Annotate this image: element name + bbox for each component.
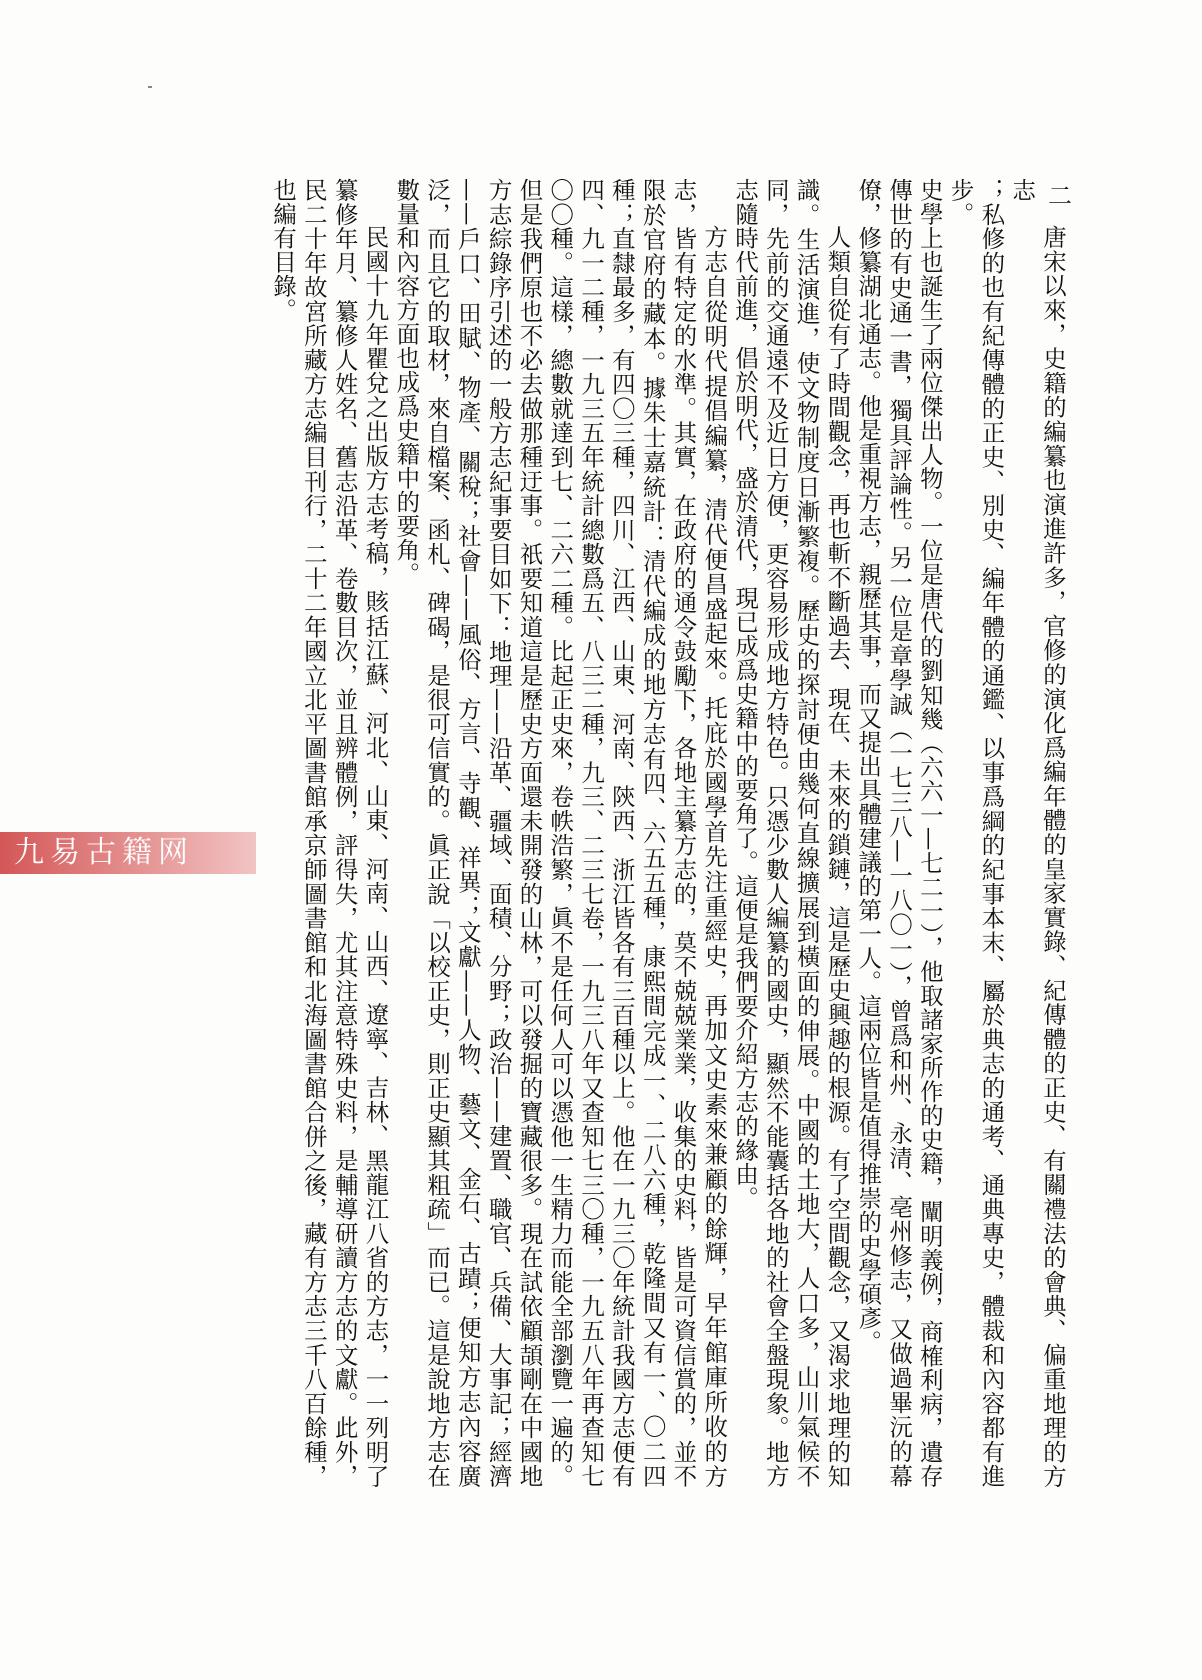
- scan-speck: [148, 86, 152, 88]
- paragraph-1-continued: ；私修的也有紀傳體的正史、別史、編年體的通鑑、以事爲綱的紀事本末、屬於典志的通考、通典專史，體裁和內容都有進步。: [946, 178, 1006, 1488]
- page-number: 二: [1048, 182, 1074, 210]
- paragraph-3-qing-statistics: 方志自從明代提倡編纂，清代便昌盛起來。托庇於國學首先注重經史，再加文史素來兼顧的餘輝，早年館庫所收的方志，皆有特定的水準。其實，在政府的通令鼓勵下，各地主纂方志的，莫不兢兢業業，收集的史料，皆是可資信賞的，並不限於官府的藏本。據朱士嘉統計：清代編成的地方志有四、六五五種，康熙間完成一、二八六種，乾隆間又有一、〇二四種；直隸最多，有四〇三種，四川、江西、山東、河南、陝西、浙江皆各有三百種以上。他在一九三〇年統計我國方志便有四、九一二種，一九三五年統計總數爲五、八三二種，九三、二三七卷，一九三八年又查知七三〇種，一九五八年再查知七〇〇種。這樣，總數就達到七、二六二種。比起正史來，卷帙浩繁，眞不是任何人可以憑他一生精力而能全部瀏覽一遍的。但是我們原也不必去做那種迂事。祇要知道這是歷史方面還未開發的山林，可以發掘的寶藏很多。現在試依顧頡剛在中國地方志綜錄序引述的一般方志紀事要目如下：地理——沿革、疆域、面積、分野；政治——建置、職官、兵備、大事記；經濟——戶口、田賦、物產、關稅；社會——風俗、方言、寺觀、祥異；文獻——人物、藝文、金石、古蹟；便知方志內容廣泛，而且它的取材，來自檔案、函札、碑碣，是很可信實的。眞正說「以校正史，則正史顯其粗疏」而已。這是說地方志在數量和內容方面也成爲史籍中的要角。: [392, 178, 729, 1488]
- paragraph-1-historians: 史學上也誕生了兩位傑出人物。一位是唐代的劉知幾（六六一—七二一），他取諸家所作的史籍，闡明義例，商榷利病，遺存傳世的有史通一書，獨具評論性。另一位是章學誠（一七三八—一八〇一），曾爲和州、永清、亳州修志，又做過畢沅的幕僚，修纂湖北通志。他是重視方志，親歷其事，而又提出具體建議的第一人。這兩位皆是值得推崇的史學碩彥。: [854, 178, 944, 1488]
- body-text: [138, 178, 1068, 1488]
- paragraph-2-concepts: 人類自從有了時間觀念，再也斬不斷過去、現在、未來的鎖鏈，這是歷史興趣的根源。有了空間觀念，又渴求地理的知識。生活演進，使文物制度日漸繁複。歷史的探討便由幾何直線擴展到橫面的伸展。中國的土地大，人口多，山川氣候不同，先前的交通遠不及近日方便，更容易形成地方特色。只憑少數人編纂的國史，顯然不能囊括各地的社會全盤現象。地方志隨時代前進，倡於明代，盛於清代，現已成爲史籍中的要角了。這便是我們要介紹方志的緣由。: [731, 178, 852, 1488]
- paragraph-1-opening: 唐宋以來，史籍的編纂也演進許多，官修的演化爲編年體的皇家實錄、紀傳體的正史、有關禮法的會典、偏重地理的方志: [1008, 178, 1067, 1488]
- site-watermark: 九易古籍网: [0, 832, 256, 874]
- paragraph-4-catalogues: 民國十九年瞿兌之出版方志考稿，賅括江蘇、河北、山東、河南、山西、遼寧、吉林、黑龍江八省的方志，一一列明了纂修年月、纂修人姓名、舊志沿革、卷數目次，並且辨體例，評得失，尤其注意特殊史料，是輔導研讀方志的文獻。此外，民二十年故宮所藏方志編目刊行，二十二年國立北平圖書館承京師圖書館和北海圖書館合併之後，藏有方志三千八百餘種，也編有目錄。: [269, 178, 390, 1488]
